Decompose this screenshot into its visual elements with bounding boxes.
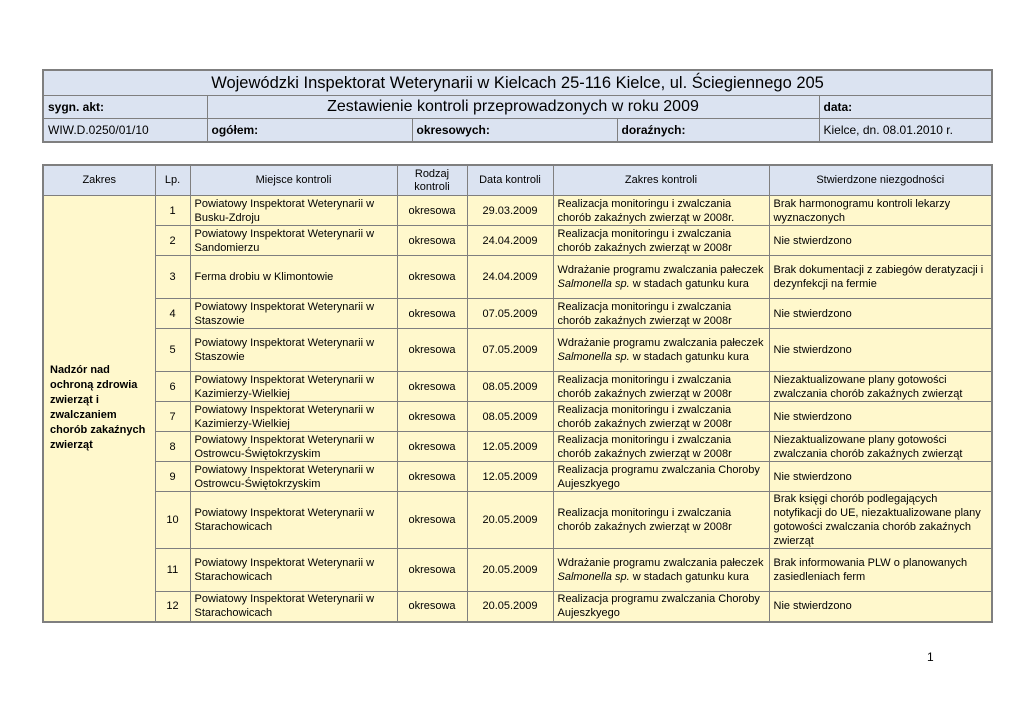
document-header [42, 69, 993, 143]
row-zakres-kontroli: Realizacja monitoringu i zwalczania chorób zakaźnych zwierząt w 2008r. [553, 196, 769, 226]
row-zakres-kontroli: Realizacja monitoringu i zwalczania chorób zakaźnych zwierząt w 2008r [553, 492, 769, 549]
row-niezgodnosci: Brak harmonogramu kontroli lekarzy wyznaczonych [769, 196, 992, 226]
row-zakres-kontroli [553, 549, 769, 592]
row-data: 08.05.2009 [467, 372, 553, 402]
row-niezgodnosci: Nie stwierdzono [769, 462, 992, 492]
row-niezgodnosci: Niezaktualizowane plany gotowości zwalczania chorób zakaźnych zwierząt [769, 372, 992, 402]
table-row [43, 329, 992, 372]
row-lp: 8 [155, 432, 190, 462]
date-value: Kielce, dn. 08.01.2010 r. [819, 119, 992, 143]
row-lp: 2 [155, 226, 190, 256]
row-lp: 11 [155, 549, 190, 592]
row-rodzaj: okresowa [397, 549, 467, 592]
row-miejsce: Powiatowy Inspektorat Weterynarii w Starachowicach [190, 592, 397, 622]
row-data: 07.05.2009 [467, 299, 553, 329]
row-lp: 6 [155, 372, 190, 402]
row-data: 20.05.2009 [467, 492, 553, 549]
row-lp: 10 [155, 492, 190, 549]
zakres-text: w stadach gatunku kura [629, 278, 749, 290]
row-miejsce: Ferma drobiu w Klimontowie [190, 256, 397, 299]
col-header-miejsce: Miejsce kontroli [190, 165, 397, 196]
col-header-rodzaj: Rodzaj kontroli [397, 165, 467, 196]
row-miejsce: Powiatowy Inspektorat Weterynarii w Ostrowcu-Świętokrzyskim [190, 432, 397, 462]
ogolem-label: ogółem: [207, 119, 412, 143]
date-label: data: [819, 96, 992, 119]
row-miejsce: Powiatowy Inspektorat Weterynarii w Sandomierzu [190, 226, 397, 256]
row-niezgodnosci: Brak dokumentacji z zabiegów deratyzacji i dezynfekcji na fermie [769, 256, 992, 299]
row-lp: 4 [155, 299, 190, 329]
row-data: 24.04.2009 [467, 226, 553, 256]
row-miejsce: Powiatowy Inspektorat Weterynarii w Starachowicach [190, 549, 397, 592]
row-lp: 1 [155, 196, 190, 226]
row-rodzaj: okresowa [397, 402, 467, 432]
row-lp: 5 [155, 329, 190, 372]
col-header-zakres-kontroli: Zakres kontroli [553, 165, 769, 196]
row-rodzaj: okresowa [397, 432, 467, 462]
row-data: 24.04.2009 [467, 256, 553, 299]
row-rodzaj: okresowa [397, 196, 467, 226]
controls-table [42, 164, 993, 623]
doraznych-label: doraźnych: [617, 119, 819, 143]
table-row [43, 549, 992, 592]
okresowych-label: okresowych: [412, 119, 617, 143]
zakres-text: Wdrażanie programu zwalczania pałeczek [557, 557, 764, 569]
sygn-value: WIW.D.0250/01/10 [43, 119, 207, 143]
row-rodzaj: okresowa [397, 492, 467, 549]
table-row [43, 196, 992, 226]
zakres-text: w stadach gatunku kura [629, 351, 749, 363]
row-lp: 3 [155, 256, 190, 299]
document-subtitle: Zestawienie kontroli przeprowadzonych w roku 2009 [207, 96, 819, 119]
row-miejsce: Powiatowy Inspektorat Weterynarii w Starachowicach [190, 492, 397, 549]
row-zakres-kontroli: Realizacja monitoringu i zwalczania chorób zakaźnych zwierząt w 2008r [553, 372, 769, 402]
col-header-niezgodnosci: Stwierdzone niezgodności [769, 165, 992, 196]
page-number: 1 [927, 650, 934, 664]
col-header-zakres: Zakres [43, 165, 155, 196]
row-miejsce: Powiatowy Inspektorat Weterynarii w Staszowie [190, 299, 397, 329]
table-row [43, 226, 992, 256]
row-miejsce: Powiatowy Inspektorat Weterynarii w Staszowie [190, 329, 397, 372]
row-rodzaj: okresowa [397, 592, 467, 622]
zakres-text: Wdrażanie programu zwalczania pałeczek [557, 264, 764, 276]
row-rodzaj: okresowa [397, 256, 467, 299]
table-row [43, 492, 992, 549]
row-miejsce: Powiatowy Inspektorat Weterynarii w Kazimierzy-Wielkiej [190, 372, 397, 402]
row-rodzaj: okresowa [397, 226, 467, 256]
row-rodzaj: okresowa [397, 372, 467, 402]
row-niezgodnosci: Nie stwierdzono [769, 226, 992, 256]
row-miejsce: Powiatowy Inspektorat Weterynarii w Kazimierzy-Wielkiej [190, 402, 397, 432]
row-zakres-kontroli: Realizacja programu zwalczania Choroby Aujeszkyego [553, 592, 769, 622]
row-zakres-kontroli [553, 256, 769, 299]
row-data: 12.05.2009 [467, 462, 553, 492]
zakres-italic: Salmonella sp. [557, 351, 630, 363]
row-data: 29.03.2009 [467, 196, 553, 226]
sygn-label: sygn. akt: [43, 96, 207, 119]
table-row [43, 462, 992, 492]
zakres-group-cell: Nadzór nad ochroną zdrowia zwierząt i zwalczaniem chorób zakaźnych zwierząt [43, 196, 155, 622]
table-row [43, 299, 992, 329]
row-data: 20.05.2009 [467, 549, 553, 592]
row-niezgodnosci: Niezaktualizowane plany gotowości zwalczania chorób zakaźnych zwierząt [769, 432, 992, 462]
row-niezgodnosci: Nie stwierdzono [769, 592, 992, 622]
col-header-lp: Lp. [155, 165, 190, 196]
zakres-text: Wdrażanie programu zwalczania pałeczek [557, 337, 764, 349]
row-zakres-kontroli: Realizacja monitoringu i zwalczania chorób zakaźnych zwierząt w 2008r [553, 299, 769, 329]
row-zakres-kontroli: Realizacja monitoringu i zwalczania chorób zakaźnych zwierząt w 2008r [553, 226, 769, 256]
zakres-italic: Salmonella sp. [557, 571, 630, 583]
row-rodzaj: okresowa [397, 299, 467, 329]
row-miejsce: Powiatowy Inspektorat Weterynarii w Busku-Zdroju [190, 196, 397, 226]
row-zakres-kontroli: Realizacja monitoringu i zwalczania chorób zakaźnych zwierząt w 2008r [553, 402, 769, 432]
table-header-row [43, 165, 992, 196]
row-niezgodnosci: Brak informowania PLW o planowanych zasiedleniach ferm [769, 549, 992, 592]
row-data: 07.05.2009 [467, 329, 553, 372]
row-rodzaj: okresowa [397, 462, 467, 492]
table-row [43, 402, 992, 432]
table-row [43, 372, 992, 402]
row-data: 08.05.2009 [467, 402, 553, 432]
row-zakres-kontroli: Realizacja programu zwalczania Choroby Aujeszkyego [553, 462, 769, 492]
row-data: 20.05.2009 [467, 592, 553, 622]
row-niezgodnosci: Nie stwierdzono [769, 402, 992, 432]
row-niezgodnosci: Nie stwierdzono [769, 299, 992, 329]
row-niezgodnosci: Brak księgi chorób podlegających notyfikacji do UE, niezaktualizowane plany gotowości zwalczania chorób zakaźnych zwierząt [769, 492, 992, 549]
row-lp: 12 [155, 592, 190, 622]
table-row [43, 592, 992, 622]
row-zakres-kontroli [553, 329, 769, 372]
row-data: 12.05.2009 [467, 432, 553, 462]
document-title: Wojewódzki Inspektorat Weterynarii w Kielcach 25-116 Kielce, ul. Ściegiennego 205 [43, 70, 992, 96]
row-lp: 7 [155, 402, 190, 432]
zakres-text: w stadach gatunku kura [629, 571, 749, 583]
table-row [43, 432, 992, 462]
row-lp: 9 [155, 462, 190, 492]
table-row [43, 256, 992, 299]
row-miejsce: Powiatowy Inspektorat Weterynarii w Ostrowcu-Świętokrzyskim [190, 462, 397, 492]
row-zakres-kontroli: Realizacja monitoringu i zwalczania chorób zakaźnych zwierząt w 2008r [553, 432, 769, 462]
row-niezgodnosci: Nie stwierdzono [769, 329, 992, 372]
col-header-data: Data kontroli [467, 165, 553, 196]
zakres-italic: Salmonella sp. [557, 278, 630, 290]
row-rodzaj: okresowa [397, 329, 467, 372]
